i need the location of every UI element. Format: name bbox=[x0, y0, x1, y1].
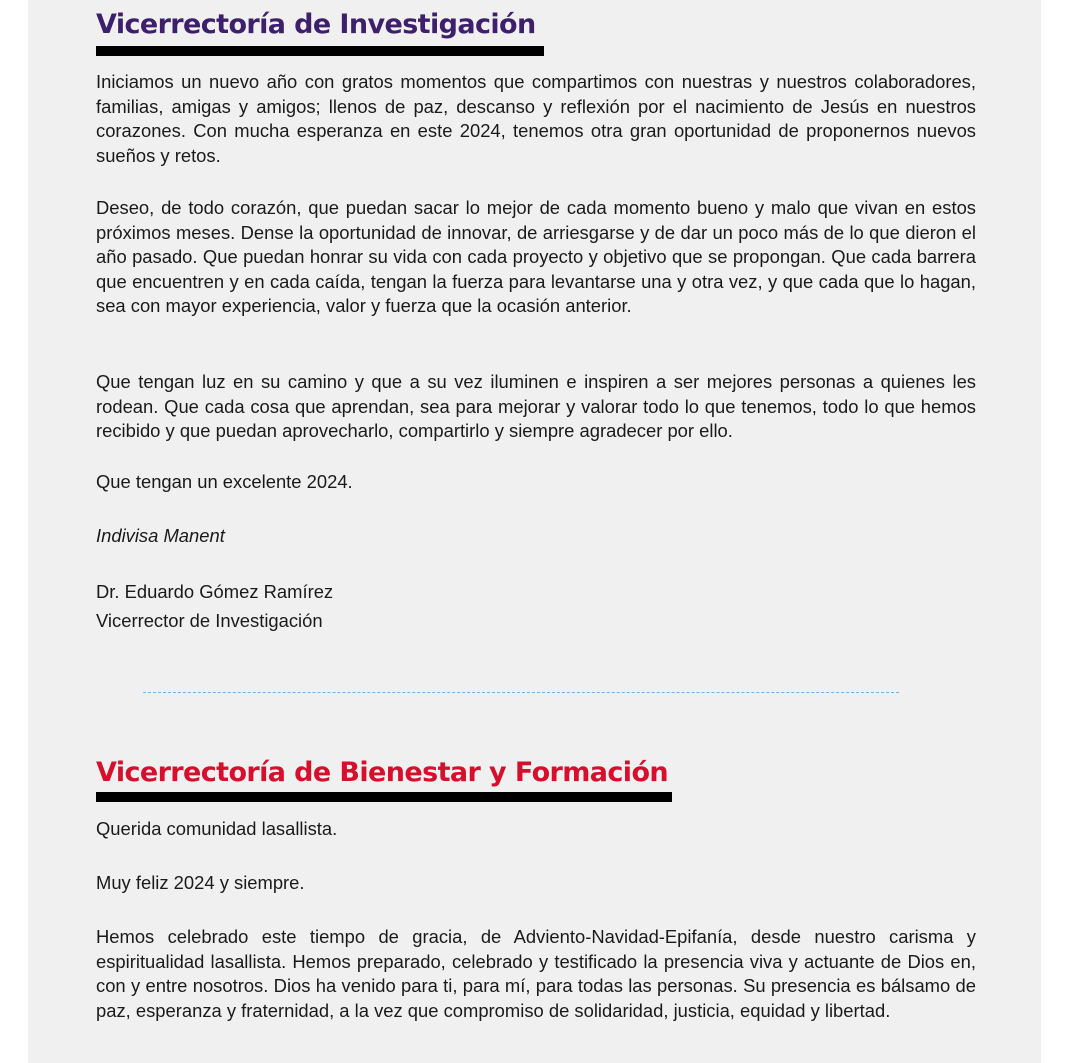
section-title-bienestar: Vicerrectoría de Bienestar y Formación bbox=[96, 757, 669, 788]
title-underline-bar bbox=[96, 792, 672, 802]
signature-name: Dr. Eduardo Gómez Ramírez bbox=[96, 581, 334, 602]
paragraph-text: Deseo, de todo corazón, que puedan sacar lo mejor de cada momento bueno y malo que vivan en estos próximos meses. Dense la oportunidad de innovar, de arriesgarse y de dar un poco más de lo que dieron el año pasado. Que puedan honrar su vida con cada proyecto y objetivo que se propongan. Que cada barrera que encuentren y en cada caída, tengan la fuerza para levantarse una y otra vez, y que cada que lo hagan, sea con mayor experiencia, valor y fuerza que la ocasión anterior. bbox=[96, 197, 976, 316]
motto bbox=[96, 524, 976, 549]
section-title-investigacion: Vicerrectoría de Investigación bbox=[96, 9, 536, 40]
paragraph-text: Muy feliz 2024 y siempre. bbox=[96, 872, 305, 893]
signature-role: Vicerrector de Investigación bbox=[96, 610, 323, 631]
paragraph-closing bbox=[96, 470, 976, 495]
paragraph-text: Querida comunidad lasallista. bbox=[96, 818, 338, 839]
paragraph-text: Que tengan luz en su camino y que a su vez iluminen e inspiren a ser mejores personas a quienes les rodean. Que cada cosa que aprendan, sea para mejorar y valorar todo lo que tenemos, todo lo que hemos recibido y que puedan aprovecharlo, compartirlo y siempre agradecer por ello. bbox=[96, 371, 976, 441]
paragraph-greeting bbox=[96, 817, 976, 842]
signature-block bbox=[96, 577, 976, 635]
paragraph-intro bbox=[96, 70, 976, 168]
section-divider bbox=[143, 692, 899, 693]
paragraph-text: Que tengan un excelente 2024. bbox=[96, 471, 353, 492]
paragraph-celebration bbox=[96, 925, 976, 1023]
paragraph-light bbox=[96, 370, 976, 444]
motto-text: Indivisa Manent bbox=[96, 525, 225, 546]
paragraph-wishes bbox=[96, 196, 976, 319]
title-underline-bar bbox=[96, 46, 544, 56]
paragraph-new-year bbox=[96, 871, 976, 896]
paragraph-text: Hemos celebrado este tiempo de gracia, de Adviento-Navidad-Epifanía, desde nuestro carisma y espiritualidad lasallista. Hemos preparado, celebrado y testificado la presencia viva y actuante de Dios en, con y entre nosotros. Dios ha venido para ti, para mí, para todas las personas. Su presencia es bálsamo de paz, esperanza y fraternidad, a la vez que compromiso de solidaridad, justicia, equidad y libertad. bbox=[96, 926, 976, 1021]
paragraph-text: Iniciamos un nuevo año con gratos momentos que compartimos con nuestras y nuestros colaboradores, familias, amigas y amigos; llenos de paz, descanso y reflexión por el nacimiento de Jesús en nuestros corazones. Con mucha esperanza en este 2024, tenemos otra gran oportunidad de proponernos nuevos sueños y retos. bbox=[96, 71, 976, 166]
